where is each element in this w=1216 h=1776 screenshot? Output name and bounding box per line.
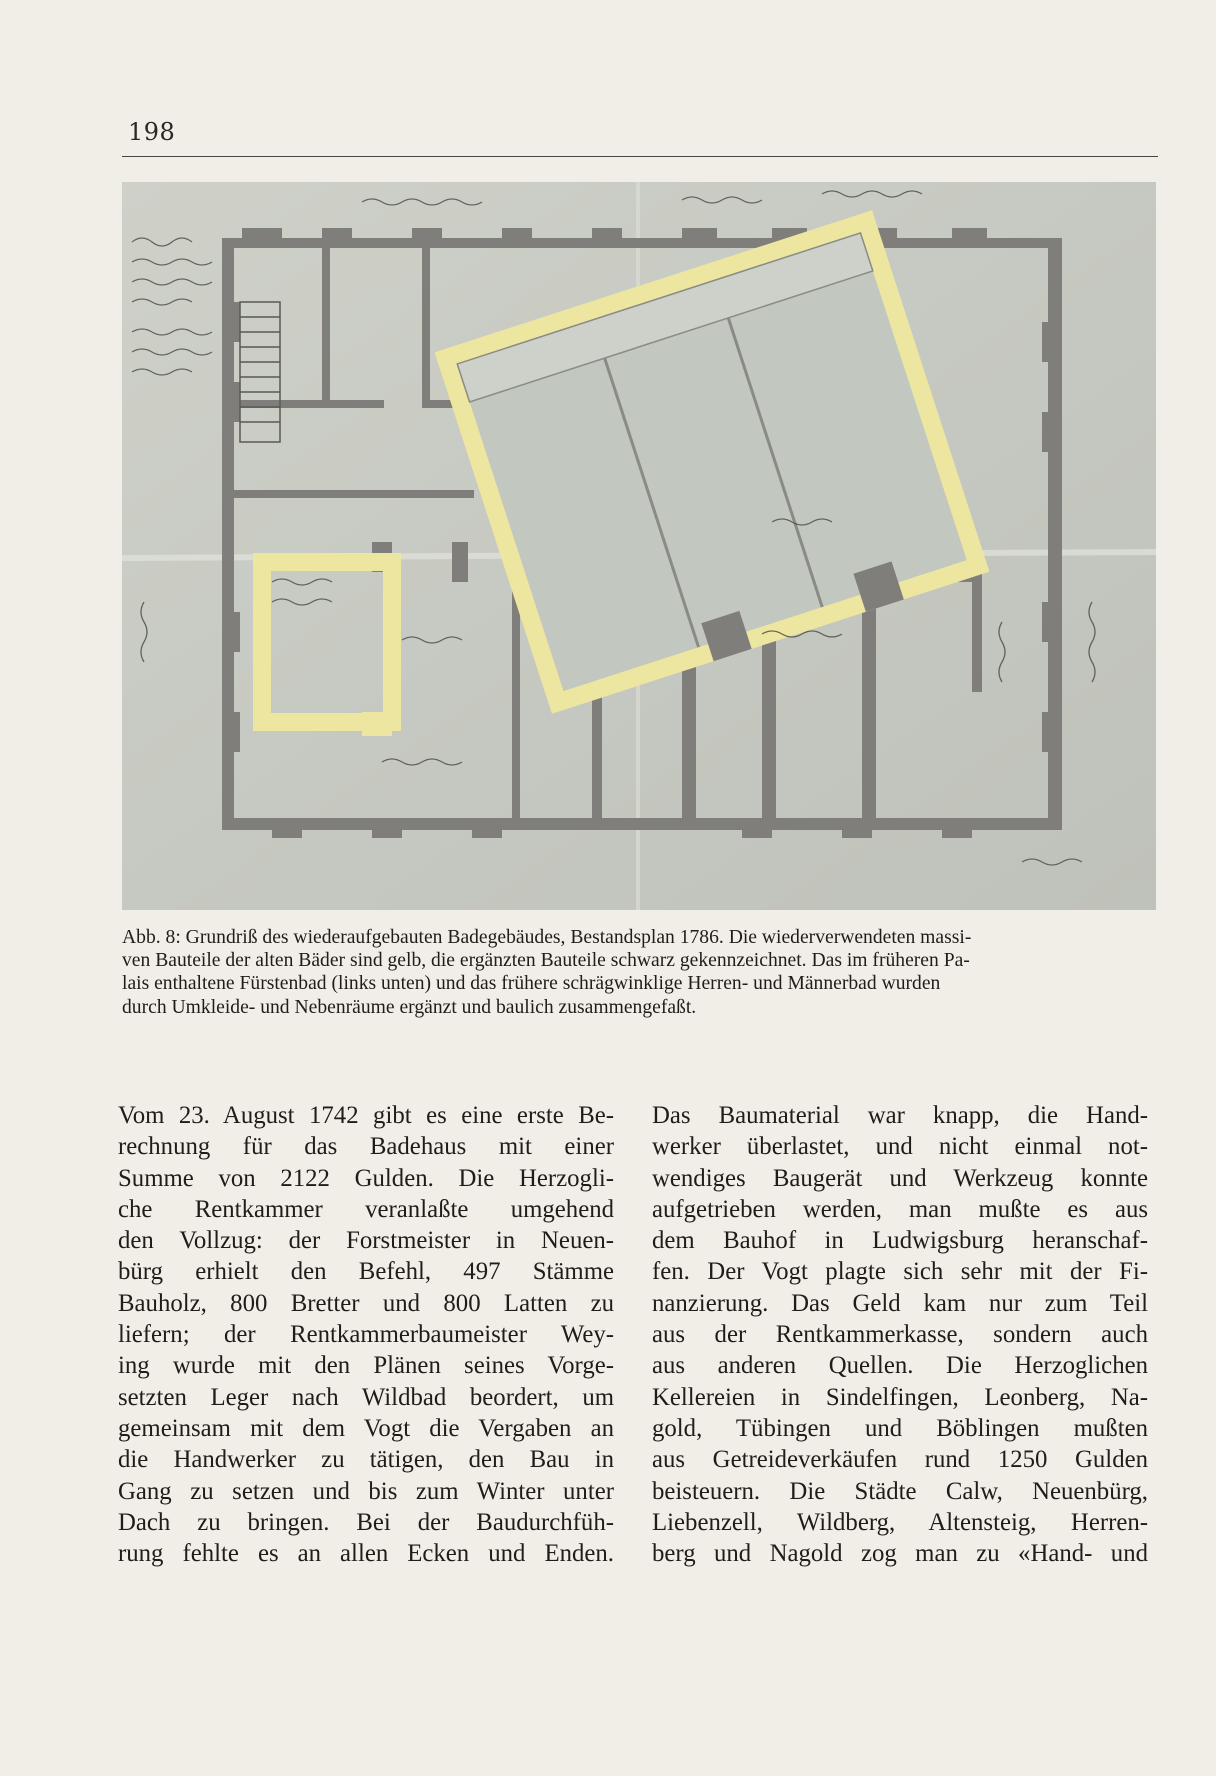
- text-line: gold, Tübingen und Böblingen mußten: [652, 1414, 1148, 1442]
- text-line: Dach zu bringen. Bei der Baudurchfüh-: [118, 1508, 614, 1536]
- text-line: gemeinsam mit dem Vogt die Vergaben an: [118, 1414, 614, 1442]
- text-line: fen. Der Vogt plagte sich sehr mit der Fi-: [652, 1258, 1148, 1286]
- text-line: Bauholz, 800 Bretter und 800 Latten zu: [118, 1289, 614, 1317]
- text-line: aus Getreideverkäufen rund 1250 Gulden: [652, 1446, 1148, 1474]
- text-line: rung fehlte es an allen Ecken und Enden.: [118, 1540, 614, 1568]
- floor-plan-figure: [122, 182, 1156, 910]
- text-line: Summe von 2122 Gulden. Die Herzogli-: [118, 1164, 614, 1192]
- text-line: Vom 23. August 1742 gibt es eine erste Be-: [118, 1102, 614, 1129]
- text-line: den Vollzug: der Forstmeister in Neuen-: [118, 1227, 614, 1255]
- caption-line: durch Umkleide- und Nebenräume ergänzt und baulich zusammengefaßt.: [122, 996, 697, 1018]
- body-column-right: [652, 1100, 1148, 1569]
- text-line: Kellereien in Sindelfingen, Leonberg, Na-: [652, 1383, 1148, 1411]
- text-line: Das Baumaterial war knapp, die Hand-: [652, 1102, 1148, 1129]
- text-line: berg und Nagold zog man zu «Hand- und: [652, 1540, 1148, 1568]
- body-column-left: [118, 1100, 614, 1569]
- floor-plan-drawing: [122, 182, 1156, 910]
- text-line: Gang zu setzen und bis zum Winter unter: [118, 1477, 614, 1505]
- caption-line: lais enthaltene Fürstenbad (links unten) und das frühere schrägwinklige Herren- und Männerbad wurden: [122, 973, 941, 995]
- text-line: Liebenzell, Wildberg, Altensteig, Herren-: [652, 1508, 1148, 1536]
- text-line: aufgetrieben werden, man mußte es aus: [652, 1195, 1148, 1223]
- text-line: beisteuern. Die Städte Calw, Neuenbürg,: [652, 1477, 1148, 1505]
- text-line: aus der Rentkammerkasse, sondern auch: [652, 1321, 1148, 1349]
- text-line: ing wurde mit den Plänen seines Vorge-: [118, 1352, 614, 1380]
- text-line: aus anderen Quellen. Die Herzoglichen: [652, 1352, 1148, 1380]
- caption-line: Abb. 8: Grundriß des wiederaufgebauten Badegebäudes, Bestandsplan 1786. Die wiederverwendeten massi-: [122, 927, 972, 948]
- text-line: werker überlastet, und nicht einmal not-: [652, 1133, 1148, 1161]
- text-line: liefern; der Rentkammerbaumeister Wey-: [118, 1321, 614, 1349]
- text-line: die Handwerker zu tätigen, den Bau in: [118, 1446, 614, 1474]
- text-line: che Rentkammer veranlaßte umgehend: [118, 1195, 614, 1223]
- text-line: nanzierung. Das Geld kam nur zum Teil: [652, 1289, 1148, 1317]
- text-line: rechnung für das Badehaus mit einer: [118, 1133, 614, 1161]
- figure-caption: [122, 926, 1158, 1019]
- text-line: bürg erhielt den Befehl, 497 Stämme: [118, 1258, 614, 1286]
- header-rule: [122, 156, 1158, 157]
- page-number: 198: [128, 118, 176, 146]
- caption-line: ven Bauteile der alten Bäder sind gelb, die ergänzten Bauteile schwarz gekennzeichnet. Das im früheren Pa-: [122, 950, 970, 972]
- text-line: setzten Leger nach Wildbad beordert, um: [118, 1383, 614, 1411]
- text-line: dem Bauhof in Ludwigsburg heranschaf-: [652, 1227, 1148, 1255]
- text-line: wendiges Baugerät und Werkzeug konnte: [652, 1164, 1148, 1192]
